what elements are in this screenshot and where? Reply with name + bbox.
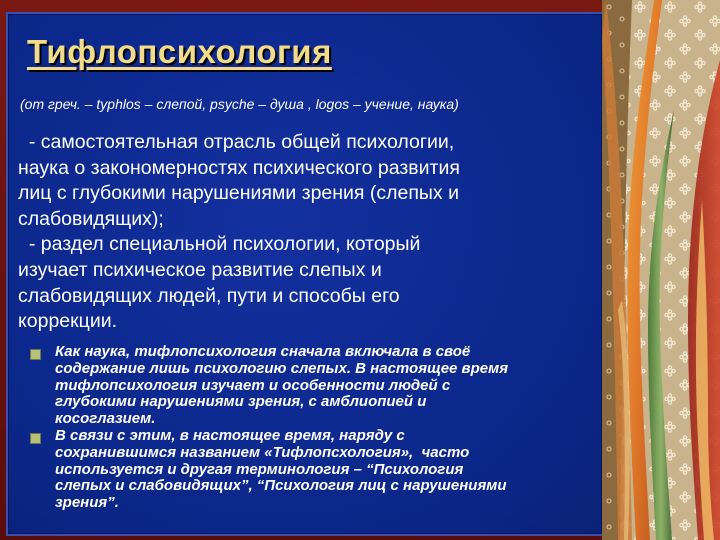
bullet-item-history <box>30 344 605 428</box>
square-bullet-icon <box>30 349 41 360</box>
bullet-text <box>55 428 605 512</box>
bullet-line: В связи с этим, в настоящее время, наряду с <box>55 426 405 444</box>
definition-line: наука о закономерностях психического развития <box>18 156 460 179</box>
definition-line: коррекции. <box>18 310 118 333</box>
definition-line: - самостоятельная отрасль общей психологии, <box>18 131 455 153</box>
bullet-line: тифлопсихология изучает и особенности людей с <box>55 376 451 394</box>
bullet-text <box>55 344 605 428</box>
bullet-line: сохранившимся названием «Тифлопсхология», часто <box>55 443 470 461</box>
definition-line: слабовидящих людей, пути и способы его <box>18 284 400 307</box>
slide-title: Тифлопсихология <box>27 33 332 70</box>
definition-line: изучает психическое развитие слепых и <box>18 258 382 281</box>
square-bullet-icon <box>30 433 41 444</box>
bullet-line: содержание лишь психологию слепых. В настоящее время <box>55 359 509 377</box>
bullet-line: глубокими нарушениями зрения, с амблиопией и <box>55 393 427 411</box>
definition-paragraph <box>18 130 598 335</box>
bullet-line: зрения”. <box>55 494 119 512</box>
bullet-line: слепых и слабовидящих”, “Психология лиц с нарушениями <box>55 477 507 495</box>
definition-line: - раздел специальной психологии, который <box>18 233 421 256</box>
bullet-line: косоглазием. <box>55 410 156 428</box>
bullet-line: Как наука, тифлопсихология сначала включала в своё <box>55 343 471 360</box>
definition-line: лиц с глубокими нарушениями зрения (слепых и <box>18 182 459 205</box>
definition-line: слабовидящих); <box>18 207 164 230</box>
etymology-subtitle: (от греч. – typhlos – слепой, psyche – душа , logos – учение, наука) <box>20 96 459 112</box>
bullet-line: используется и другая терминология – “Психология <box>55 460 464 478</box>
decorative-side-art <box>602 0 720 540</box>
bullet-list <box>30 344 605 512</box>
bullet-item-terminology <box>30 428 605 512</box>
